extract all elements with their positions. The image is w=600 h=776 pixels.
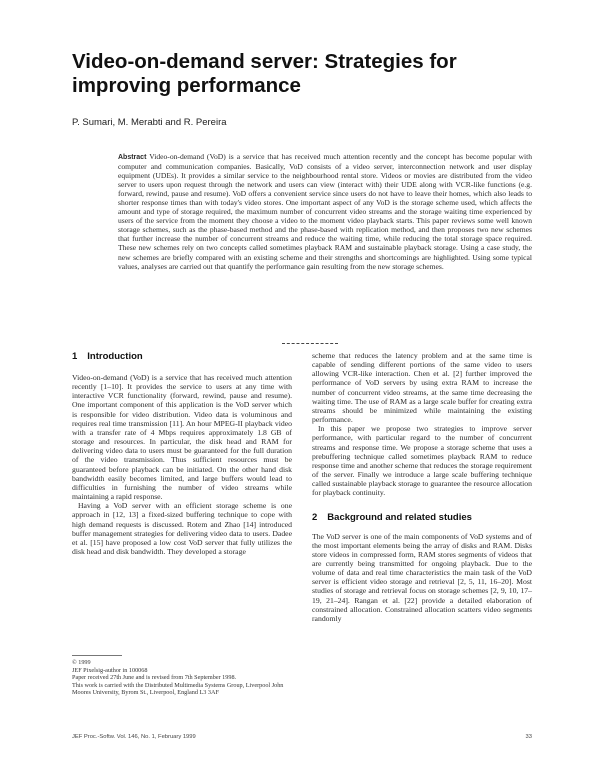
abstract-text: Video-on-demand (VoD) is a service that has received much attention recently and the concept has become popular with computer and communication companies. Basically, VoD consists of a video server, interconnection network and user display equipment (UDEs). It provides a similar service to the neighbourhood rental store. Videos or movies are distributed from the video server to users upon request through the network and users can view (interact with) their UDE along with VCR-like functions (e.g. forward, rewind, pause and resume). VoD offers a convenient service since users do not have to leave their homes, which also leads to shorter response times than with today's video stores. One important aspect of any VoD is the storage scheme used, which affects the amount and type of storage required, the maximum number of concurrent video streams and the storage waiting time experienced by users of the service from the moment they choose a video to the moment video playback starts. This paper reviews some well known storage schemes, such as the phase-based method and the phase-based with replication method, and then proposes two new schemes that further increase the number of concurrent streams and reduce the waiting time, while reducing the total storage space required. These new schemes rely on two concepts called sometimes playback RAM and sustainable playback storage. Using a case study, the new schemes are briefly compared with an existing scheme and their strengths and shortcomings are highlighted. Using some typical values, analyses are carried out that quantify the performance gain resulting from the new storage schemes. — [118, 152, 532, 271]
section-title: Background and related studies — [327, 511, 472, 523]
footnote-rule — [72, 655, 122, 656]
page-number: 33 — [525, 734, 532, 740]
journal-citation: JEF Proc.-Softw. Vol. 146, No. 1, February 1999 — [72, 734, 196, 740]
left-column — [72, 351, 292, 556]
footnotes — [72, 655, 292, 697]
paper-title: Video-on-demand server: Strategies for improving performance — [72, 50, 457, 97]
footnote: Paper received 27th June and is revised from 7th September 1998. — [72, 674, 237, 682]
background-paragraph-1: The VoD server is one of the main components of VoD systems and of the most important elements being the array of disks and RAM. Disks store videos in compressed form, RAM stores segments of videos that are currently being transmitted for ongoing playback. Due to the volume of data and real time characteristics the main task of the VoD server is efficient video storage and retrieval [2, 5, 11, 16–20]. Most studies of storage and retrieval focus on storage schemes [2, 9, 10, 17–19, 21–24]. Rangan et al. [22] provide a detailed elaboration of constrained allocation. Constrained allocation scatters video segments randomly — [312, 531, 532, 623]
section-title: Introduction — [87, 351, 143, 362]
intro-paragraph-1: Video-on-demand (VoD) is a service that has received much attention recently [1–10]. It provides the service to users at any time with interactive VCR functionality (forward, rewind, pause and resume). One important component of this application is the VoD server which is responsible for video distribution. Video data is voluminous and requires real time transmission [11]. An hour MPEG-II playback video with a transfer rate of 4 Mbps requires approximately 1.8 GB of storage and resources. In particular, the disk head and RAM for delivering video data to users must be guaranteed for the full duration of the video transmission. Thus sufficient resources must be guaranteed before playback can be initiated. On the other hand disk bandwidth easily becomes limited, and large buffers would lead to difficulties in furnishing the number of video streams while maintaining a rapid response. — [72, 373, 292, 502]
abstract — [118, 152, 532, 271]
right-column — [312, 351, 532, 623]
section-heading-background — [312, 512, 532, 524]
page-footer — [72, 734, 532, 740]
intro-paragraph-4: In this paper we propose two strategies to improve server performance, with particular regard to the number of concurrent streams and response time. We propose a storage scheme that uses a prebuffering technique called sometimes playback RAM to reduce response time and another scheme that reduces the storage requirement of the server. Finally we introduce a large scale buffering technique called sustainable playback storage to guarantee the resource allocation for playback continuity. — [312, 424, 532, 498]
section-divider — [282, 343, 338, 344]
footnote: © 1999 — [72, 659, 91, 666]
section-number: 2 — [312, 511, 318, 523]
footnote: This work is carried with the Distributed Multimedia Systems Group, Liverpool John Moores University, Byrom St., Liverpool, England L3 3AF — [72, 681, 284, 697]
footnote: JEF Pixelsig-author in 100068 — [72, 666, 148, 674]
section-number: 1 — [72, 351, 78, 362]
intro-paragraph-2: Having a VoD server with an efficient storage scheme is one approach in [12, 13] a fixed-sized buffering technique to cope with high demand requests is discussed. Rotem and Zhao [14] introduced buffer management strategies for delivering video data to users. Dadee et al. [15] have proposed a low cost VoD server that fully utilizes the disk head and disk bandwidth. They developed a storage — [72, 501, 292, 556]
paper-authors: P. Sumari, M. Merabti and R. Pereira — [72, 117, 227, 128]
intro-paragraph-3: scheme that reduces the latency problem and at the same time is capable of sending different portions of the same video to users allowing VCR-like interaction. Chen et al. [2] further improved the performance of VoD servers by using extra RAM to increase the number of concurrent video streams, at the same time decreasing the waiting time. The use of RAM as a large scale buffer for creating extra streams should be minimized while maintaining the existing performance. — [312, 351, 532, 425]
abstract-lead: Abstract — [118, 154, 147, 161]
section-heading-introduction — [72, 351, 292, 363]
